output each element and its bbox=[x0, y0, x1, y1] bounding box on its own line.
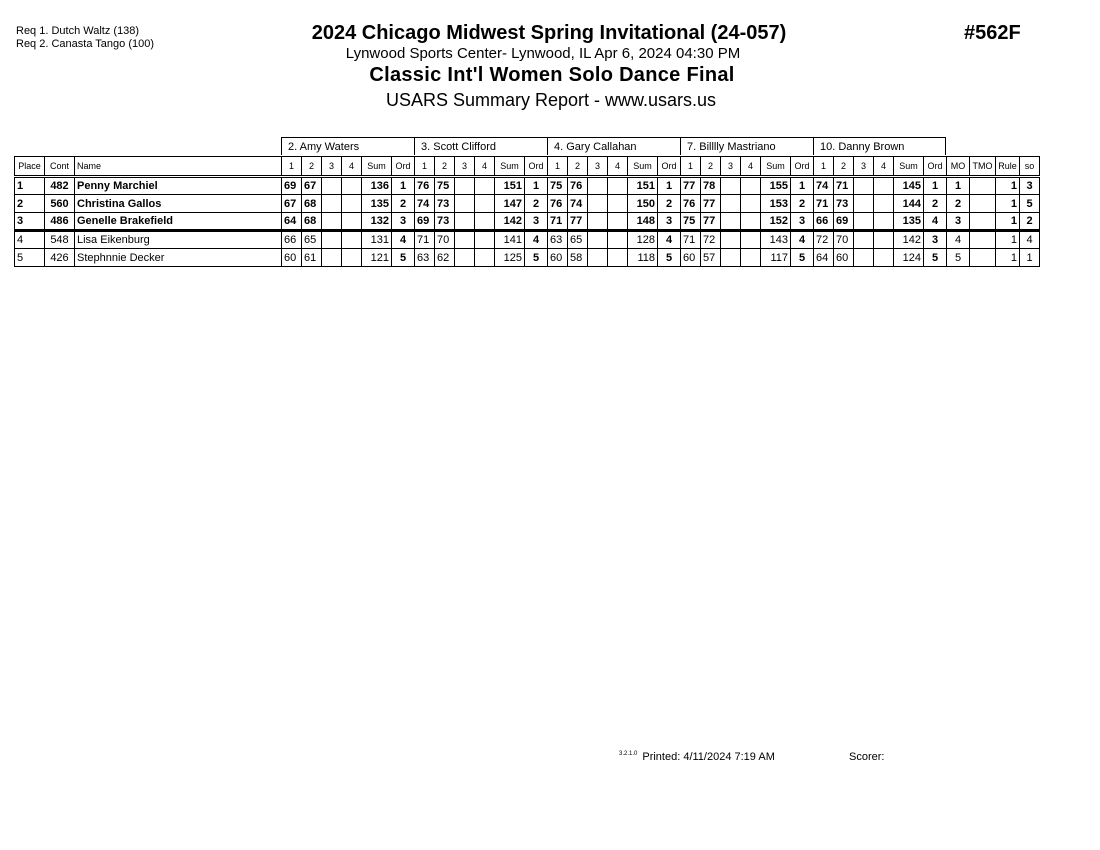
score-cell: 70 bbox=[834, 231, 854, 249]
ordinal-cell: 3 bbox=[392, 213, 415, 231]
score-cell bbox=[455, 213, 475, 231]
score-cell: 76 bbox=[415, 177, 435, 195]
score-cell bbox=[588, 249, 608, 267]
col-header-judge-2: 2 bbox=[435, 157, 455, 177]
place-cell: 1 bbox=[15, 177, 45, 195]
score-cell bbox=[854, 195, 874, 213]
score-cell: 73 bbox=[435, 195, 455, 213]
event-number: #562F bbox=[964, 22, 1021, 44]
col-header-judge-ord: Ord bbox=[791, 157, 814, 177]
col-header-judge-2: 2 bbox=[834, 157, 854, 177]
sum-cell: 142 bbox=[495, 213, 525, 231]
so-cell: 4 bbox=[1020, 231, 1040, 249]
col-header-judge-sum: Sum bbox=[761, 157, 791, 177]
judge-name: 3. Scott Clifford bbox=[414, 137, 547, 155]
col-header-judge-4: 4 bbox=[741, 157, 761, 177]
contestant-number-cell: 486 bbox=[45, 213, 75, 231]
score-cell: 61 bbox=[302, 249, 322, 267]
col-header-judge-2: 2 bbox=[302, 157, 322, 177]
sum-cell: 142 bbox=[894, 231, 924, 249]
score-cell bbox=[874, 195, 894, 213]
score-cell bbox=[608, 213, 628, 231]
sum-cell: 151 bbox=[628, 177, 658, 195]
col-header-name: Name bbox=[75, 157, 282, 177]
ordinal-cell: 1 bbox=[392, 177, 415, 195]
tmo-cell bbox=[970, 231, 996, 249]
col-header-judge-4: 4 bbox=[342, 157, 362, 177]
sum-cell: 151 bbox=[495, 177, 525, 195]
ordinal-cell: 2 bbox=[392, 195, 415, 213]
mo-cell: 1 bbox=[947, 177, 970, 195]
score-cell bbox=[854, 177, 874, 195]
score-cell: 71 bbox=[814, 195, 834, 213]
col-header-judge-1: 1 bbox=[814, 157, 834, 177]
col-header-judge-sum: Sum bbox=[362, 157, 392, 177]
score-cell: 72 bbox=[701, 231, 721, 249]
sum-cell: 148 bbox=[628, 213, 658, 231]
score-cell: 69 bbox=[415, 213, 435, 231]
col-header-judge-sum: Sum bbox=[894, 157, 924, 177]
col-header-cont: Cont bbox=[45, 157, 75, 177]
col-header-place: Place bbox=[15, 157, 45, 177]
sum-cell: 152 bbox=[761, 213, 791, 231]
score-cell: 60 bbox=[548, 249, 568, 267]
score-cell: 67 bbox=[302, 177, 322, 195]
score-cell bbox=[342, 213, 362, 231]
col-header-judge-1: 1 bbox=[282, 157, 302, 177]
contestant-number-cell: 548 bbox=[45, 231, 75, 249]
event-title: Classic Int'l Women Solo Dance Final bbox=[369, 64, 735, 86]
ordinal-cell: 5 bbox=[924, 249, 947, 267]
printed-text: Printed: 4/11/2024 7:19 AM bbox=[642, 751, 775, 763]
score-cell bbox=[608, 249, 628, 267]
sum-cell: 145 bbox=[894, 177, 924, 195]
ordinal-cell: 1 bbox=[924, 177, 947, 195]
ordinal-cell: 2 bbox=[924, 195, 947, 213]
rule-cell: 1 bbox=[996, 177, 1020, 195]
score-cell bbox=[874, 177, 894, 195]
skater-name-cell: Lisa Eikenburg bbox=[75, 231, 282, 249]
score-cell: 77 bbox=[681, 177, 701, 195]
score-cell: 64 bbox=[282, 213, 302, 231]
requirement-1: Req 1. Dutch Waltz (138) bbox=[16, 25, 140, 37]
mo-cell: 2 bbox=[947, 195, 970, 213]
score-cell: 67 bbox=[282, 195, 302, 213]
col-header-judge-ord: Ord bbox=[392, 157, 415, 177]
score-cell bbox=[608, 231, 628, 249]
score-cell bbox=[854, 213, 874, 231]
score-cell bbox=[588, 231, 608, 249]
score-cell: 69 bbox=[282, 177, 302, 195]
judge-header-row bbox=[281, 137, 946, 156]
competition-title: 2024 Chicago Midwest Spring Invitational (24-057) bbox=[311, 22, 787, 44]
score-cell: 71 bbox=[834, 177, 854, 195]
score-cell: 76 bbox=[568, 177, 588, 195]
so-cell: 1 bbox=[1020, 249, 1040, 267]
mo-cell: 5 bbox=[947, 249, 970, 267]
ordinal-cell: 4 bbox=[525, 231, 548, 249]
score-cell bbox=[322, 213, 342, 231]
score-cell: 71 bbox=[681, 231, 701, 249]
col-header-judge-4: 4 bbox=[874, 157, 894, 177]
col-header-so: so bbox=[1020, 157, 1040, 177]
score-cell bbox=[322, 249, 342, 267]
ordinal-cell: 2 bbox=[791, 195, 814, 213]
table-row bbox=[15, 231, 1040, 249]
score-cell: 72 bbox=[814, 231, 834, 249]
col-header-judge-3: 3 bbox=[322, 157, 342, 177]
sum-cell: 155 bbox=[761, 177, 791, 195]
sum-cell: 132 bbox=[362, 213, 392, 231]
sum-cell: 153 bbox=[761, 195, 791, 213]
rule-cell: 1 bbox=[996, 195, 1020, 213]
so-cell: 2 bbox=[1020, 213, 1040, 231]
score-cell bbox=[322, 177, 342, 195]
sum-cell: 128 bbox=[628, 231, 658, 249]
table-row bbox=[15, 195, 1040, 213]
rule-cell: 1 bbox=[996, 249, 1020, 267]
score-cell: 64 bbox=[814, 249, 834, 267]
tmo-cell bbox=[970, 195, 996, 213]
score-cell: 57 bbox=[701, 249, 721, 267]
score-cell bbox=[854, 231, 874, 249]
rule-cell: 1 bbox=[996, 213, 1020, 231]
col-header-judge-3: 3 bbox=[455, 157, 475, 177]
score-cell: 65 bbox=[302, 231, 322, 249]
score-cell bbox=[475, 249, 495, 267]
score-cell: 65 bbox=[568, 231, 588, 249]
col-header-rule: Rule bbox=[996, 157, 1020, 177]
ordinal-cell: 3 bbox=[525, 213, 548, 231]
so-cell: 5 bbox=[1020, 195, 1040, 213]
score-cell bbox=[721, 249, 741, 267]
score-cell bbox=[608, 195, 628, 213]
score-cell bbox=[588, 213, 608, 231]
ordinal-cell: 3 bbox=[924, 231, 947, 249]
skater-name-cell: Stephnnie Decker bbox=[75, 249, 282, 267]
score-cell bbox=[475, 231, 495, 249]
score-cell: 66 bbox=[282, 231, 302, 249]
score-cell bbox=[608, 177, 628, 195]
score-cell bbox=[475, 213, 495, 231]
col-header-judge-4: 4 bbox=[475, 157, 495, 177]
score-cell bbox=[721, 213, 741, 231]
score-cell: 71 bbox=[548, 213, 568, 231]
contestant-number-cell: 426 bbox=[45, 249, 75, 267]
score-cell bbox=[741, 249, 761, 267]
place-cell: 5 bbox=[15, 249, 45, 267]
col-header-judge-1: 1 bbox=[415, 157, 435, 177]
score-cell: 75 bbox=[681, 213, 701, 231]
score-cell: 69 bbox=[834, 213, 854, 231]
ordinal-cell: 4 bbox=[658, 231, 681, 249]
col-header-mo: MO bbox=[947, 157, 970, 177]
score-cell bbox=[342, 249, 362, 267]
score-cell: 68 bbox=[302, 195, 322, 213]
sum-cell: 131 bbox=[362, 231, 392, 249]
ordinal-cell: 3 bbox=[791, 213, 814, 231]
score-cell bbox=[342, 231, 362, 249]
ordinal-cell: 1 bbox=[658, 177, 681, 195]
col-header-judge-3: 3 bbox=[721, 157, 741, 177]
col-header-judge-ord: Ord bbox=[525, 157, 548, 177]
score-cell: 60 bbox=[282, 249, 302, 267]
report-title: USARS Summary Report - www.usars.us bbox=[385, 90, 717, 110]
sum-cell: 141 bbox=[495, 231, 525, 249]
contestant-number-cell: 482 bbox=[45, 177, 75, 195]
score-cell bbox=[322, 231, 342, 249]
score-cell: 60 bbox=[681, 249, 701, 267]
score-cell: 78 bbox=[701, 177, 721, 195]
score-cell: 76 bbox=[681, 195, 701, 213]
score-cell bbox=[721, 195, 741, 213]
col-header-tmo: TMO bbox=[970, 157, 996, 177]
score-cell: 74 bbox=[814, 177, 834, 195]
score-cell: 63 bbox=[548, 231, 568, 249]
sum-cell: 124 bbox=[894, 249, 924, 267]
sum-cell: 144 bbox=[894, 195, 924, 213]
ordinal-cell: 5 bbox=[392, 249, 415, 267]
score-cell bbox=[741, 195, 761, 213]
col-header-judge-1: 1 bbox=[548, 157, 568, 177]
score-cell bbox=[741, 177, 761, 195]
score-cell bbox=[475, 177, 495, 195]
score-cell: 76 bbox=[548, 195, 568, 213]
score-cell bbox=[741, 213, 761, 231]
score-cell: 75 bbox=[435, 177, 455, 195]
sum-cell: 125 bbox=[495, 249, 525, 267]
sum-cell: 135 bbox=[362, 195, 392, 213]
sum-cell: 135 bbox=[894, 213, 924, 231]
score-cell bbox=[322, 195, 342, 213]
col-header-judge-ord: Ord bbox=[924, 157, 947, 177]
judge-name: 4. Gary Callahan bbox=[547, 137, 680, 155]
score-cell bbox=[455, 249, 475, 267]
score-cell: 63 bbox=[415, 249, 435, 267]
version-number: 3.2.1.0 bbox=[619, 751, 638, 757]
score-cell: 60 bbox=[834, 249, 854, 267]
table-row bbox=[15, 213, 1040, 231]
skater-name-cell: Christina Gallos bbox=[75, 195, 282, 213]
venue-line: Lynwood Sports Center- Lynwood, IL Apr 6, 2024 04:30 PM bbox=[345, 45, 741, 62]
score-cell: 74 bbox=[415, 195, 435, 213]
col-header-judge-3: 3 bbox=[588, 157, 608, 177]
score-cell: 74 bbox=[568, 195, 588, 213]
printed-timestamp bbox=[619, 751, 775, 763]
col-header-judge-3: 3 bbox=[854, 157, 874, 177]
col-header-judge-2: 2 bbox=[568, 157, 588, 177]
col-header-judge-sum: Sum bbox=[495, 157, 525, 177]
results-table bbox=[14, 156, 1040, 267]
tmo-cell bbox=[970, 249, 996, 267]
score-cell bbox=[588, 195, 608, 213]
sum-cell: 147 bbox=[495, 195, 525, 213]
mo-cell: 4 bbox=[947, 231, 970, 249]
score-cell bbox=[455, 231, 475, 249]
ordinal-cell: 2 bbox=[525, 195, 548, 213]
rule-cell: 1 bbox=[996, 231, 1020, 249]
ordinal-cell: 4 bbox=[791, 231, 814, 249]
ordinal-cell: 3 bbox=[658, 213, 681, 231]
score-cell: 62 bbox=[435, 249, 455, 267]
score-cell: 77 bbox=[701, 213, 721, 231]
skater-name-cell: Penny Marchiel bbox=[75, 177, 282, 195]
score-cell bbox=[721, 177, 741, 195]
tmo-cell bbox=[970, 177, 996, 195]
score-cell bbox=[874, 213, 894, 231]
score-cell: 73 bbox=[435, 213, 455, 231]
col-header-judge-2: 2 bbox=[701, 157, 721, 177]
place-cell: 4 bbox=[15, 231, 45, 249]
requirement-2: Req 2. Canasta Tango (100) bbox=[16, 38, 154, 50]
judge-name: 7. Billlly Mastriano bbox=[680, 137, 813, 155]
ordinal-cell: 1 bbox=[525, 177, 548, 195]
sum-cell: 143 bbox=[761, 231, 791, 249]
judge-name: 10. Danny Brown bbox=[813, 137, 946, 155]
table-row bbox=[15, 177, 1040, 195]
score-cell bbox=[874, 249, 894, 267]
table-header-row bbox=[15, 157, 1040, 177]
score-cell bbox=[342, 195, 362, 213]
tmo-cell bbox=[970, 213, 996, 231]
score-cell bbox=[741, 231, 761, 249]
sum-cell: 118 bbox=[628, 249, 658, 267]
place-cell: 2 bbox=[15, 195, 45, 213]
col-header-judge-4: 4 bbox=[608, 157, 628, 177]
ordinal-cell: 2 bbox=[658, 195, 681, 213]
score-cell: 77 bbox=[568, 213, 588, 231]
score-cell: 73 bbox=[834, 195, 854, 213]
ordinal-cell: 1 bbox=[791, 177, 814, 195]
score-cell bbox=[854, 249, 874, 267]
place-cell: 3 bbox=[15, 213, 45, 231]
score-cell: 77 bbox=[701, 195, 721, 213]
mo-cell: 3 bbox=[947, 213, 970, 231]
col-header-judge-ord: Ord bbox=[658, 157, 681, 177]
so-cell: 3 bbox=[1020, 177, 1040, 195]
score-cell bbox=[455, 177, 475, 195]
ordinal-cell: 5 bbox=[525, 249, 548, 267]
judge-name: 2. Amy Waters bbox=[281, 137, 414, 155]
score-cell bbox=[588, 177, 608, 195]
col-header-judge-1: 1 bbox=[681, 157, 701, 177]
score-cell: 70 bbox=[435, 231, 455, 249]
score-cell: 71 bbox=[415, 231, 435, 249]
scorer-label: Scorer: bbox=[849, 751, 885, 763]
score-cell bbox=[475, 195, 495, 213]
sum-cell: 117 bbox=[761, 249, 791, 267]
sum-cell: 121 bbox=[362, 249, 392, 267]
ordinal-cell: 5 bbox=[658, 249, 681, 267]
ordinal-cell: 4 bbox=[924, 213, 947, 231]
ordinal-cell: 4 bbox=[392, 231, 415, 249]
sum-cell: 150 bbox=[628, 195, 658, 213]
ordinal-cell: 5 bbox=[791, 249, 814, 267]
score-cell bbox=[874, 231, 894, 249]
score-cell: 58 bbox=[568, 249, 588, 267]
score-cell: 75 bbox=[548, 177, 568, 195]
table-row bbox=[15, 249, 1040, 267]
score-cell: 68 bbox=[302, 213, 322, 231]
score-cell: 66 bbox=[814, 213, 834, 231]
contestant-number-cell: 560 bbox=[45, 195, 75, 213]
sum-cell: 136 bbox=[362, 177, 392, 195]
score-cell bbox=[455, 195, 475, 213]
score-cell bbox=[721, 231, 741, 249]
skater-name-cell: Genelle Brakefield bbox=[75, 213, 282, 231]
col-header-judge-sum: Sum bbox=[628, 157, 658, 177]
score-cell bbox=[342, 177, 362, 195]
